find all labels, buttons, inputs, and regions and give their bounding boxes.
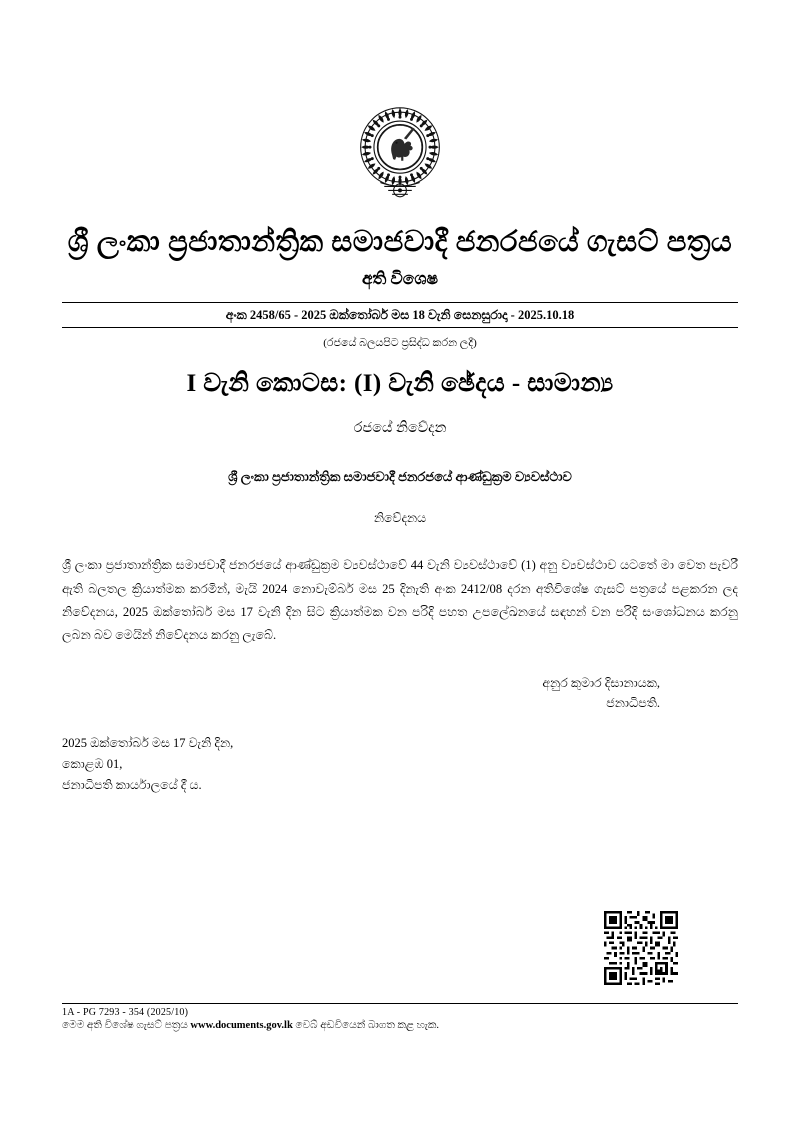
sri-lanka-national-emblem-icon (341, 96, 459, 214)
footer-divider (62, 1003, 738, 1004)
emblem-container (62, 96, 738, 214)
gazette-sub-title: අති විශෙෂ (362, 269, 438, 289)
notification-heading: නිවේදනය (373, 511, 427, 526)
footer-note-prefix: මෙම අති විශේෂ ගැසට් පත්‍රය (62, 1020, 191, 1031)
issue-city: කොළඹ 01, (62, 757, 123, 772)
date-place-block (62, 733, 738, 795)
qr-code (604, 911, 678, 985)
issue-date: 2025 ඔක්තෝබර් මස 17 වැනි දින, (62, 736, 234, 751)
notification-body-paragraph: ශ්‍රී ලංකා ප්‍රජාතාන්ත්‍රික සමාජවාදී ජනරජයේ ආණ්ඩුක්‍රම ව්‍යවස්ථාවේ 44 වැනි ව්‍යවස්ථාවේ (1) අනු ව්‍යවස්ථාව යටතේ මා වෙත පැවරී ඇති බලතල ක්‍රියාත්මක කරමින්, මැයි 2024 නොවැම්බර් මස 25 දිනැති අංක 2412/08 දරන අතිවිශේෂ ගැසට් පත්‍රයේ පළකරන ලද නිවේදනය, 2025 ඔක්තෝබර් මස 17 වැනි දින සිට ක්‍රියාත්මක වන පරිදි පහත උපලේඛනයේ සඳහන් වන පරිදි සංශෝධනය කරනු ලබන බව මෙයින් නිවේදනය කරනු ලැබේ. (62, 558, 738, 643)
gazette-main-title: ශ්‍රී ලංකා ප්‍රජාතාන්ත්‍රික සමාජවාදී ජනරජයේ ගැසට් පත්‍රය (67, 226, 733, 258)
signatory-name: අනුර කුමාර දිසානායක, (542, 676, 660, 691)
document-content (62, 0, 738, 795)
divider-bottom (62, 327, 738, 328)
issue-office: ජනාධිපති කාර්යාලයේ දී ය. (62, 777, 202, 792)
issue-line: අංක 2458/65 - 2025 ඔක්තෝබර් මස 18 වැනි සෙනසුරාදා - 2025.10.18 (225, 308, 575, 323)
footer-download-note (62, 1020, 738, 1032)
constitution-heading: ශ්‍රී ලංකා ප්‍රජාතාන්ත්‍රික සමාජවාදී ජනරජයේ ආණ්ඩුක්‍රම ව්‍යවස්ථාව (228, 469, 572, 485)
part-section-line: I වැනි කොටස: (I) වැනි ඡේදය - සාමාන්‍ය (186, 370, 614, 398)
published-authority-note: (රජයේ බලයපිට ප්‍රසිද්ධ කරන ලදී) (323, 337, 477, 350)
footer-note-suffix: වෙබ් අඩවියෙන් බාගත කළ හැක. (292, 1020, 440, 1031)
page-footer (62, 1003, 738, 1032)
footer-website-url[interactable]: www.documents.gov.lk (190, 1020, 293, 1031)
signatory-role: ජනාධිපති. (606, 696, 660, 711)
footer-print-code: 1A - PG 7293 - 354 (2025/10) (62, 1007, 189, 1018)
government-notices-heading: රජයේ නිවේදන (353, 420, 447, 437)
signature-block (62, 673, 738, 713)
